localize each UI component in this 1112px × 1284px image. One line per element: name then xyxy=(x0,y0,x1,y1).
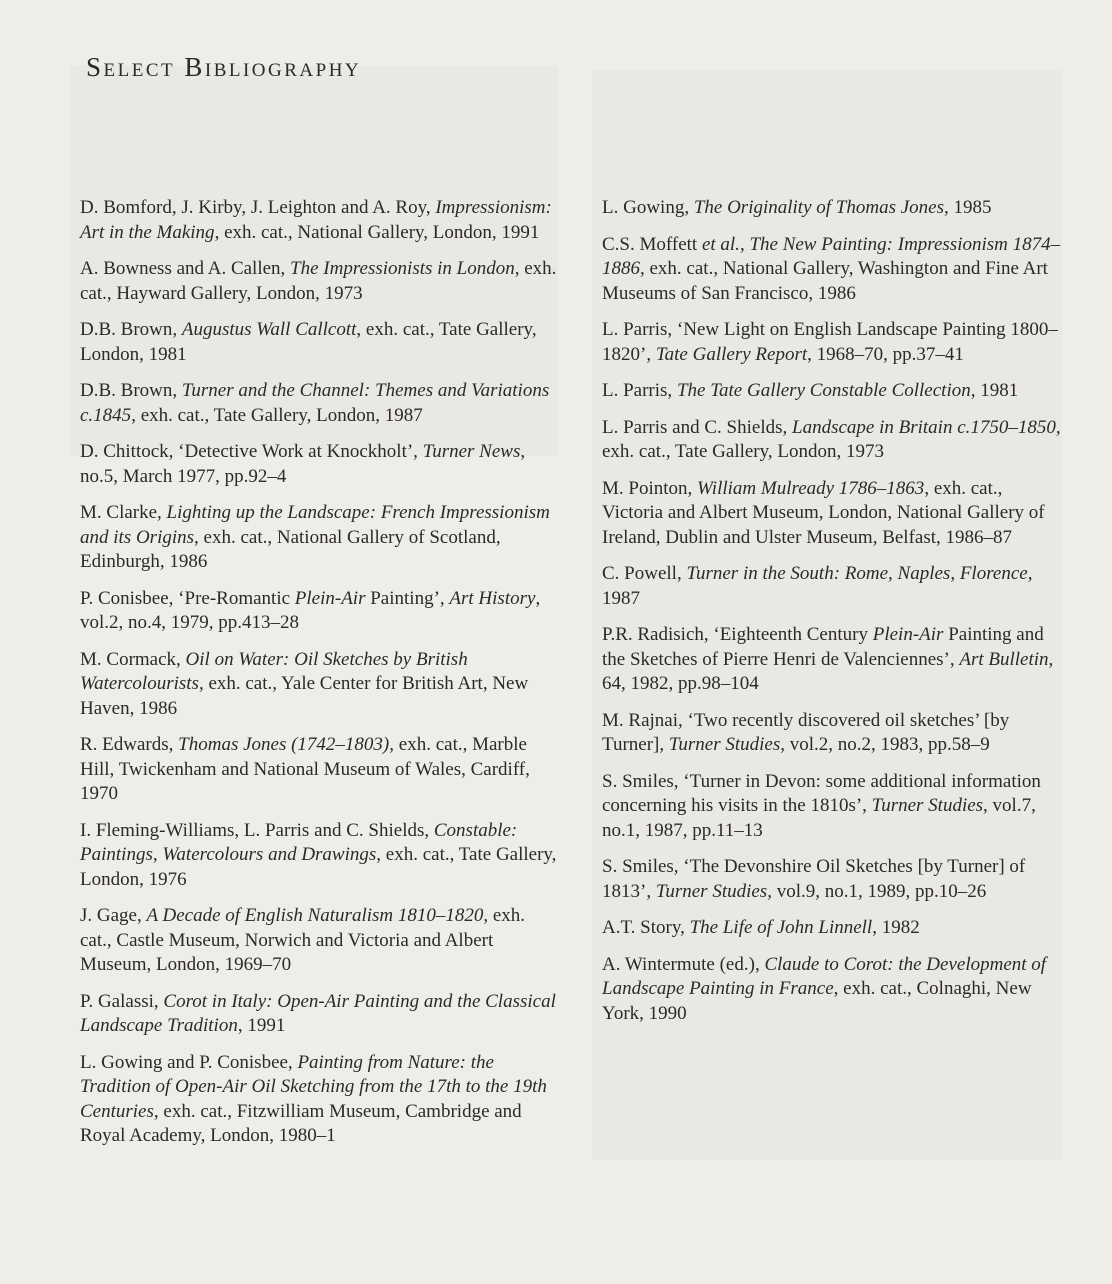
entry-text: , 1991 xyxy=(237,1015,286,1036)
entry-text: L. Parris, xyxy=(602,380,677,401)
entry-text: , 1985 xyxy=(944,197,992,218)
entry-text: M. Rajnai, ‘Two recently discovered oil sketches’ [by Turner], xyxy=(602,709,1010,755)
entry-title: Impressionism: Art in the Making xyxy=(80,197,552,243)
entry-text: , exh. cat., Yale Center for British Art, New Haven, 1986 xyxy=(80,673,529,719)
entry-text: D.B. Brown, xyxy=(80,319,182,340)
bibliography-entry xyxy=(80,904,560,978)
bibliography-entry xyxy=(602,916,1064,941)
bibliography-entry xyxy=(602,953,1064,1027)
entry-title: Oil on Water: Oil Sketches by British Watercolourists xyxy=(80,648,468,694)
bibliography-entry xyxy=(602,855,1064,904)
entry-text: L. Parris, ‘New Light on English Landscape Painting 1800–1820’, xyxy=(602,319,1058,365)
entry-title: Augustus Wall Callcott xyxy=(181,319,357,340)
entry-text: L. Gowing, xyxy=(602,197,694,218)
bibliography-entry xyxy=(80,733,560,807)
bibliography-entry xyxy=(80,587,560,636)
entry-text: D.B. Brown, xyxy=(80,380,182,401)
entry-text: A.T. Story, xyxy=(602,917,690,938)
page-title: Select Bibliography xyxy=(86,52,362,82)
bibliography-entry xyxy=(80,1051,560,1149)
bibliography-column-right xyxy=(602,196,1064,1038)
entry-text: , 1982 xyxy=(872,917,920,938)
bibliography-column-left xyxy=(80,196,560,1161)
entry-text: M. Clarke, xyxy=(80,502,167,523)
entry-text: , exh. cat., Marble Hill, Twickenham and National Museum of Wales, Cardiff, 1970 xyxy=(80,734,530,804)
bibliography-entry xyxy=(602,623,1064,697)
bibliography-entry xyxy=(602,562,1064,611)
entry-text: , vol.2, no.4, 1979, pp.413–28 xyxy=(80,587,541,633)
entry-text: , exh. cat., Victoria and Albert Museum, London, National Gallery of Ireland, Dublin and Ulster Museum, Belfast, 1986–87 xyxy=(602,477,1045,548)
entry-text: I. Fleming-Williams, L. Parris and C. Shields, xyxy=(80,819,434,841)
entry-text: , 1987 xyxy=(602,563,1033,609)
entry-text: , exh. cat., Colnaghi, New York, 1990 xyxy=(602,978,1032,1024)
entry-text: P. Conisbee, ‘Pre-Romantic xyxy=(80,587,295,609)
entry-text: S. Smiles, ‘The Devonshire Oil Sketches [by Turner] of 1813’, xyxy=(602,856,1026,902)
entry-title: Turner Studies xyxy=(871,795,984,816)
bibliography-entry xyxy=(602,233,1064,307)
entry-text: , exh. cat., Tate Gallery, London, 1973 xyxy=(602,416,1061,462)
entry-title: Thomas Jones (1742–1803) xyxy=(178,734,390,755)
bibliography-entry xyxy=(80,648,560,722)
entry-title: Painting from Nature: the Tradition of Open-Air Oil Sketching from the 17th to the 19th Centuries xyxy=(80,1051,547,1122)
entry-text: C.S. Moffett xyxy=(602,233,702,255)
entry-title: Turner News xyxy=(422,441,521,462)
entry-text: L. Parris and C. Shields, xyxy=(602,416,792,438)
entry-text: D. Chittock, ‘Detective Work at Knockholt’, xyxy=(80,441,423,462)
entry-text: P. Galassi, xyxy=(80,990,164,1012)
entry-text: , exh. cat., Tate Gallery, London, 1981 xyxy=(80,319,537,365)
bibliography-entry xyxy=(602,770,1064,844)
bibliography-entry xyxy=(80,379,560,428)
entry-title: The Originality of Thomas Jones xyxy=(693,197,944,218)
entry-title: Turner Studies xyxy=(668,734,781,755)
entry-title: Plein-Air xyxy=(294,587,366,609)
entry-title: et al. xyxy=(701,233,740,255)
entry-title: The Life of John Linnell xyxy=(689,917,873,938)
bibliography-entry xyxy=(602,196,1064,221)
entry-text: , vol.2, no.2, 1983, pp.58–9 xyxy=(780,734,990,755)
entry-title: Lighting up the Landscape: French Impressionism and its Origins xyxy=(80,502,550,548)
entry-text: D. Bomford, J. Kirby, J. Leighton and A. Roy, xyxy=(80,197,436,218)
entry-title: Art Bulletin xyxy=(959,648,1049,670)
bibliography-entry xyxy=(80,440,560,489)
entry-text: , 1981 xyxy=(970,380,1019,401)
bibliography-entry xyxy=(602,477,1064,551)
entry-title: Art History xyxy=(449,587,536,609)
bibliography-entry xyxy=(80,196,560,245)
entry-text: Painting and the Sketches of Pierre Henri de Valenciennes’, xyxy=(602,624,1044,670)
entry-title: Turner in the South: Rome, Naples, Florence xyxy=(686,563,1028,584)
entry-text: J. Gage, xyxy=(80,905,147,926)
entry-title: Turner Studies xyxy=(655,880,768,902)
bibliography-entry xyxy=(602,709,1064,758)
entry-text: , vol.7, no.1, 1987, pp.11–13 xyxy=(602,795,1036,841)
entry-title: The Impressionists in London xyxy=(290,258,515,279)
entry-title: Tate Gallery Report xyxy=(655,343,808,365)
bibliography-entry xyxy=(80,501,560,575)
bibliography-entry xyxy=(602,416,1064,465)
bibliography-entry xyxy=(80,990,560,1039)
entry-text: , exh. cat., Tate Gallery, London, 1987 xyxy=(131,404,423,426)
entry-text: , exh. cat., Castle Museum, Norwich and Victoria and Albert Museum, London, 1969–70 xyxy=(80,905,526,975)
entry-text: , exh. cat., National Gallery of Scotland, Edinburgh, 1986 xyxy=(80,526,501,572)
entry-text: , exh. cat., National Gallery, London, 1991 xyxy=(214,221,540,243)
entry-text: M. Cormack, xyxy=(80,648,186,670)
entry-title: The New Painting: Impressionism 1874–1886 xyxy=(602,233,1061,279)
entry-text: Painting’, xyxy=(365,587,450,609)
entry-title: William Mulready 1786–1863 xyxy=(697,477,925,499)
bibliography-entry xyxy=(80,318,560,367)
entry-text: , 1968–70, pp.37–41 xyxy=(807,343,964,365)
entry-text: P.R. Radisich, ‘Eighteenth Century xyxy=(602,624,873,645)
entry-text: S. Smiles, ‘Turner in Devon: some additional information concerning his visits in the 1810s’, xyxy=(602,770,1041,816)
entry-text: C. Powell, xyxy=(602,563,687,584)
entry-text: , exh. cat., National Gallery, Washington and Fine Art Museums of San Francisco, 1986 xyxy=(602,258,1048,304)
entry-title: Constable: Paintings, Watercolours and Drawings xyxy=(80,819,518,865)
entry-text: , xyxy=(739,233,750,255)
entry-text: , exh. cat., Fitzwilliam Museum, Cambridge and Royal Academy, London, 1980–1 xyxy=(80,1100,522,1146)
entry-text: A. Wintermute (ed.), xyxy=(602,953,765,975)
bibliography-entry xyxy=(602,318,1064,367)
entry-title: Landscape in Britain c.1750–1850 xyxy=(792,416,1056,438)
entry-title: The Tate Gallery Constable Collection xyxy=(676,380,971,401)
entry-text: , exh. cat., Hayward Gallery, London, 1973 xyxy=(80,258,557,304)
entry-text: L. Gowing and P. Conisbee, xyxy=(80,1051,298,1073)
entry-title: Turner and the Channel: Themes and Variations c.1845 xyxy=(80,380,550,426)
entry-text: , no.5, March 1977, pp.92–4 xyxy=(80,441,526,487)
bibliography-entry xyxy=(80,257,560,306)
bibliography-entry xyxy=(80,819,560,893)
entry-title: Corot in Italy: Open-Air Painting and the Classical Landscape Tradition xyxy=(80,990,556,1036)
entry-text: M. Pointon, xyxy=(602,477,698,499)
bibliography-entry xyxy=(602,379,1064,404)
entry-text: A. Bowness and A. Callen, xyxy=(80,258,291,279)
entry-text: , 64, 1982, pp.98–104 xyxy=(602,648,1054,694)
entry-text: , vol.9, no.1, 1989, pp.10–26 xyxy=(767,880,987,902)
entry-text: R. Edwards, xyxy=(80,734,179,755)
entry-title: Plein-Air xyxy=(872,624,944,645)
entry-text: , exh. cat., Tate Gallery, London, 1976 xyxy=(80,844,557,890)
entry-title: Claude to Corot: the Development of Landscape Painting in France xyxy=(602,953,1047,999)
entry-title: A Decade of English Naturalism 1810–1820 xyxy=(146,905,484,926)
